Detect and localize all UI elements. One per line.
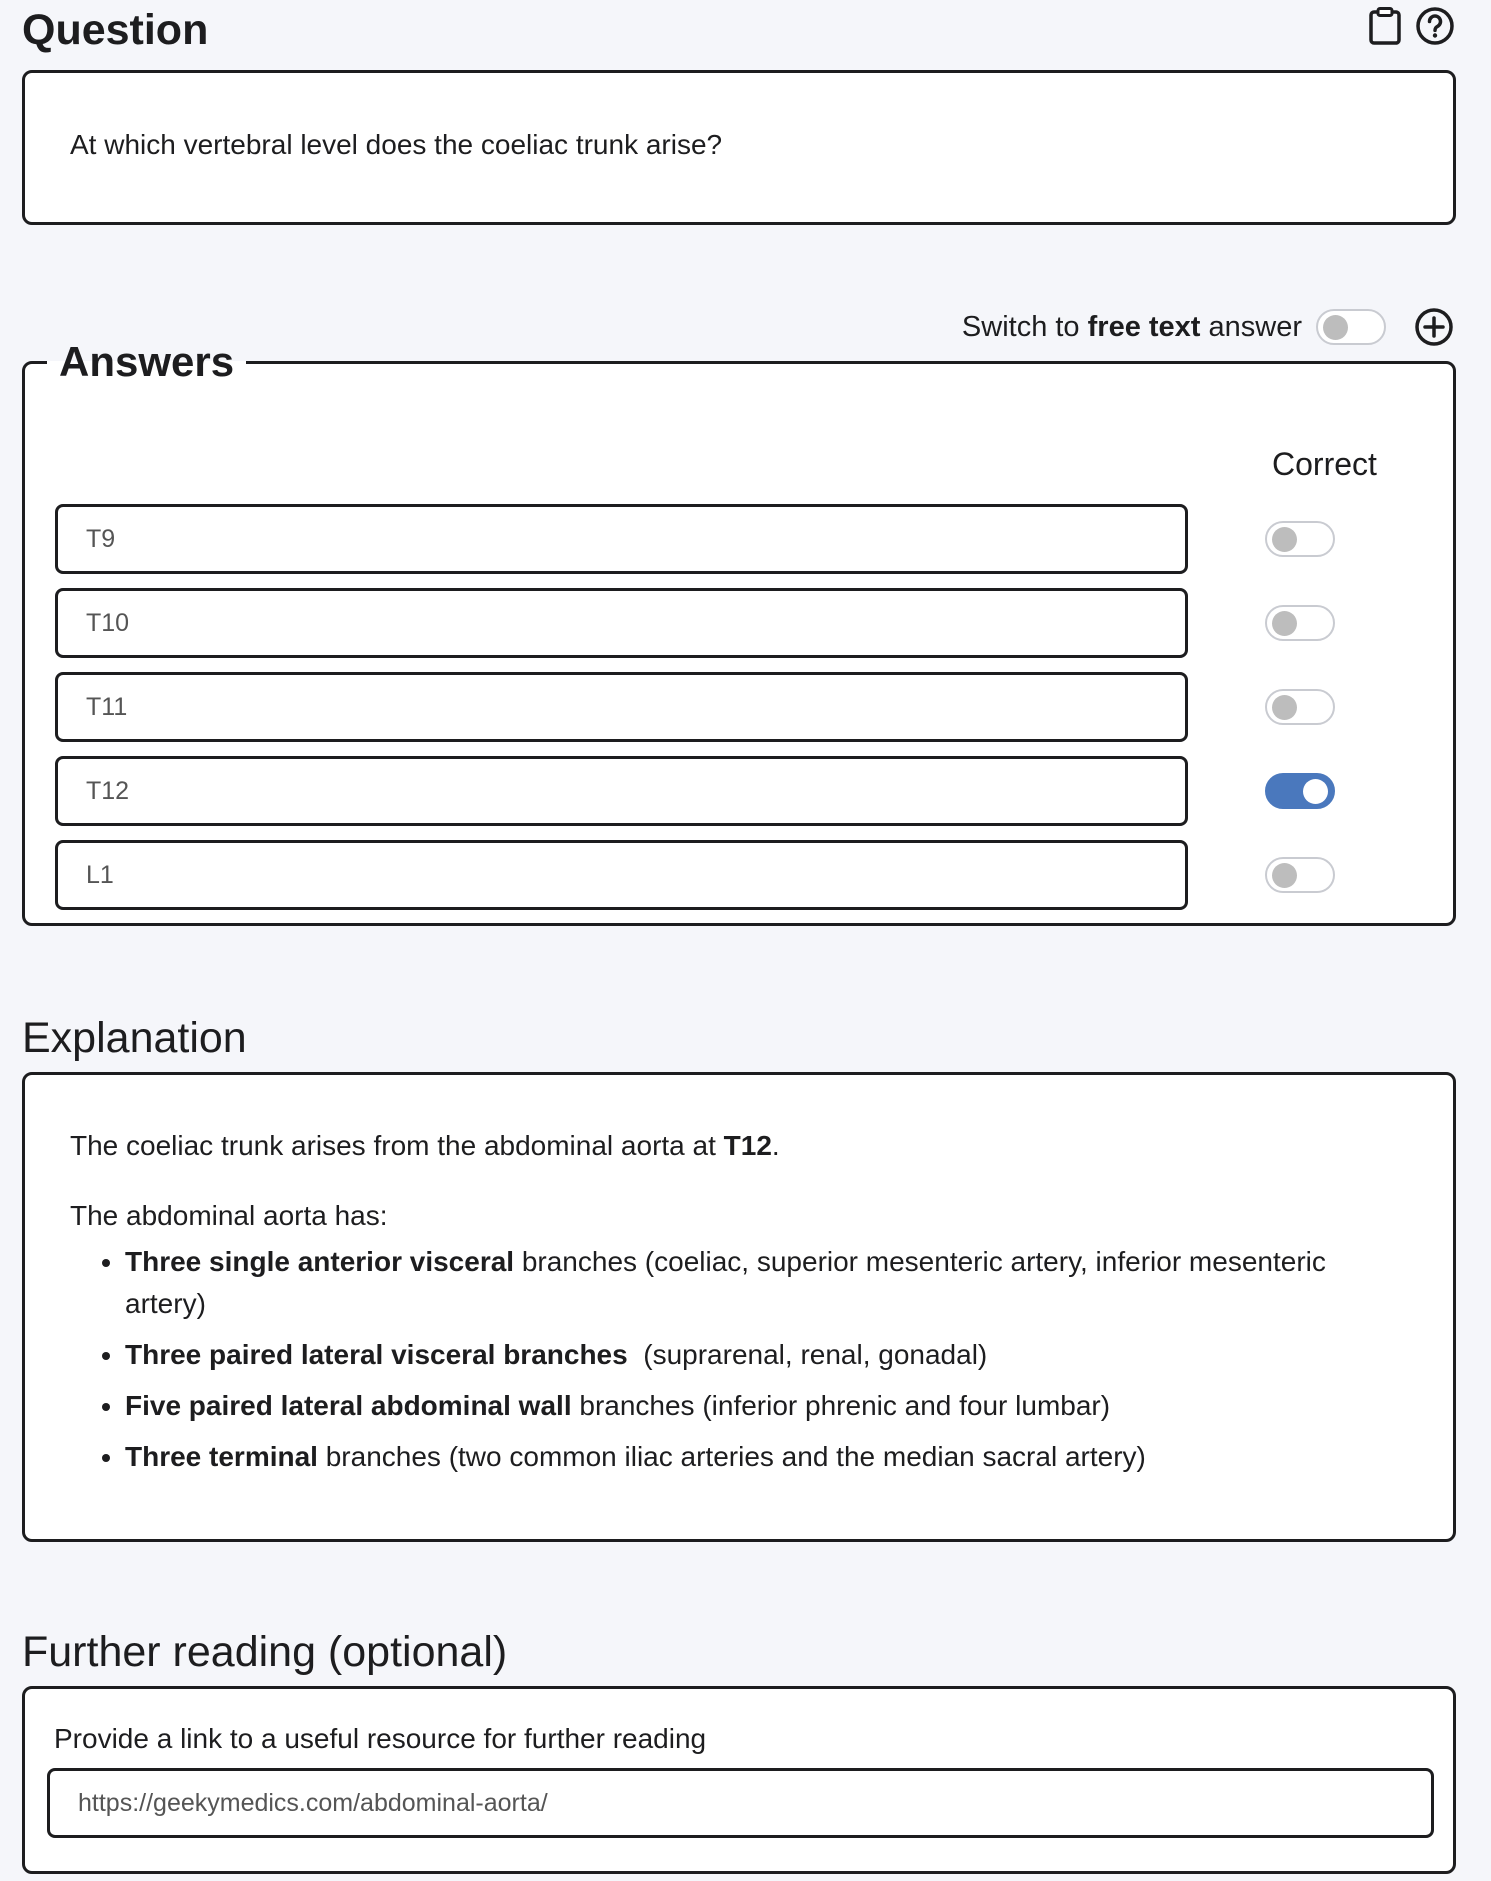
answer-row — [55, 588, 1432, 658]
answers-heading: Answers — [59, 338, 235, 385]
toggle-knob — [1272, 611, 1297, 636]
answers-fieldset — [22, 338, 1456, 926]
list-intro: The abdominal aorta has: — [70, 1200, 388, 1231]
bullet-bold: Three terminal — [125, 1441, 318, 1472]
answer-input[interactable] — [55, 588, 1188, 658]
bullet-text: branches (coeliac, superior mesenteric artery, inferior mesenteric artery) — [125, 1246, 1334, 1319]
further-reading-heading: Further reading (optional) — [22, 1628, 508, 1676]
correct-column-label: Correct — [1272, 446, 1377, 482]
help-circle-icon[interactable] — [1413, 4, 1457, 48]
bullet-text: branches (inferior phrenic and four lumbar) — [571, 1390, 1111, 1421]
answer-input[interactable] — [55, 504, 1188, 574]
bullet-bold: Five paired lateral abdominal wall — [125, 1390, 572, 1421]
correct-toggle[interactable] — [1265, 773, 1335, 809]
answer-row — [55, 756, 1432, 826]
explanation-heading: Explanation — [22, 1014, 247, 1062]
top-icon-bar — [1363, 4, 1457, 48]
question-card[interactable] — [22, 70, 1456, 225]
correct-toggle[interactable] — [1265, 521, 1335, 557]
correct-toggle[interactable] — [1265, 605, 1335, 641]
branch-list — [70, 1241, 1408, 1478]
bullet-text: (suprarenal, renal, gonadal) — [627, 1339, 988, 1370]
answer-row — [55, 504, 1432, 574]
toggle-knob — [1272, 527, 1297, 552]
list-item — [125, 1385, 1408, 1427]
list-item — [125, 1436, 1408, 1478]
explanation-intro — [70, 1125, 1408, 1167]
intro-text: The coeliac trunk arises from the abdominal aorta at — [70, 1130, 724, 1161]
question-text: At which vertebral level does the coeliac trunk arise? — [70, 129, 723, 160]
switch-label-suffix: answer — [1200, 310, 1302, 343]
intro-bold: T12 — [723, 1130, 772, 1161]
switch-label-bold: free text — [1087, 310, 1201, 343]
bullet-text: branches (two common iliac arteries and the median sacral artery) — [317, 1441, 1146, 1472]
bullet-bold: Three paired lateral visceral branches — [125, 1339, 628, 1370]
further-reading-card — [22, 1686, 1456, 1874]
list-item — [125, 1334, 1408, 1376]
answer-input[interactable] — [55, 756, 1188, 826]
bullet-bold: Three single anterior visceral — [125, 1246, 515, 1277]
clipboard-icon[interactable] — [1363, 4, 1407, 48]
intro-suffix: . — [771, 1130, 780, 1161]
correct-toggle[interactable] — [1265, 689, 1335, 725]
further-reading-url-input[interactable] — [47, 1768, 1434, 1838]
correct-toggle[interactable] — [1265, 857, 1335, 893]
answer-input[interactable] — [55, 672, 1188, 742]
further-reading-label: Provide a link to a useful resource for further reading — [54, 1723, 707, 1754]
explanation-card[interactable] — [22, 1072, 1456, 1542]
free-text-toggle[interactable] — [1316, 309, 1386, 345]
question-heading: Question — [22, 6, 209, 54]
answer-row — [55, 840, 1432, 910]
answer-row — [55, 672, 1432, 742]
answer-input[interactable] — [55, 840, 1188, 910]
list-item — [125, 1241, 1408, 1325]
toggle-knob — [1272, 863, 1297, 888]
toggle-knob — [1303, 779, 1328, 804]
toggle-knob — [1272, 695, 1297, 720]
switch-label-prefix: Switch to — [961, 310, 1088, 343]
toggle-knob — [1323, 315, 1348, 340]
